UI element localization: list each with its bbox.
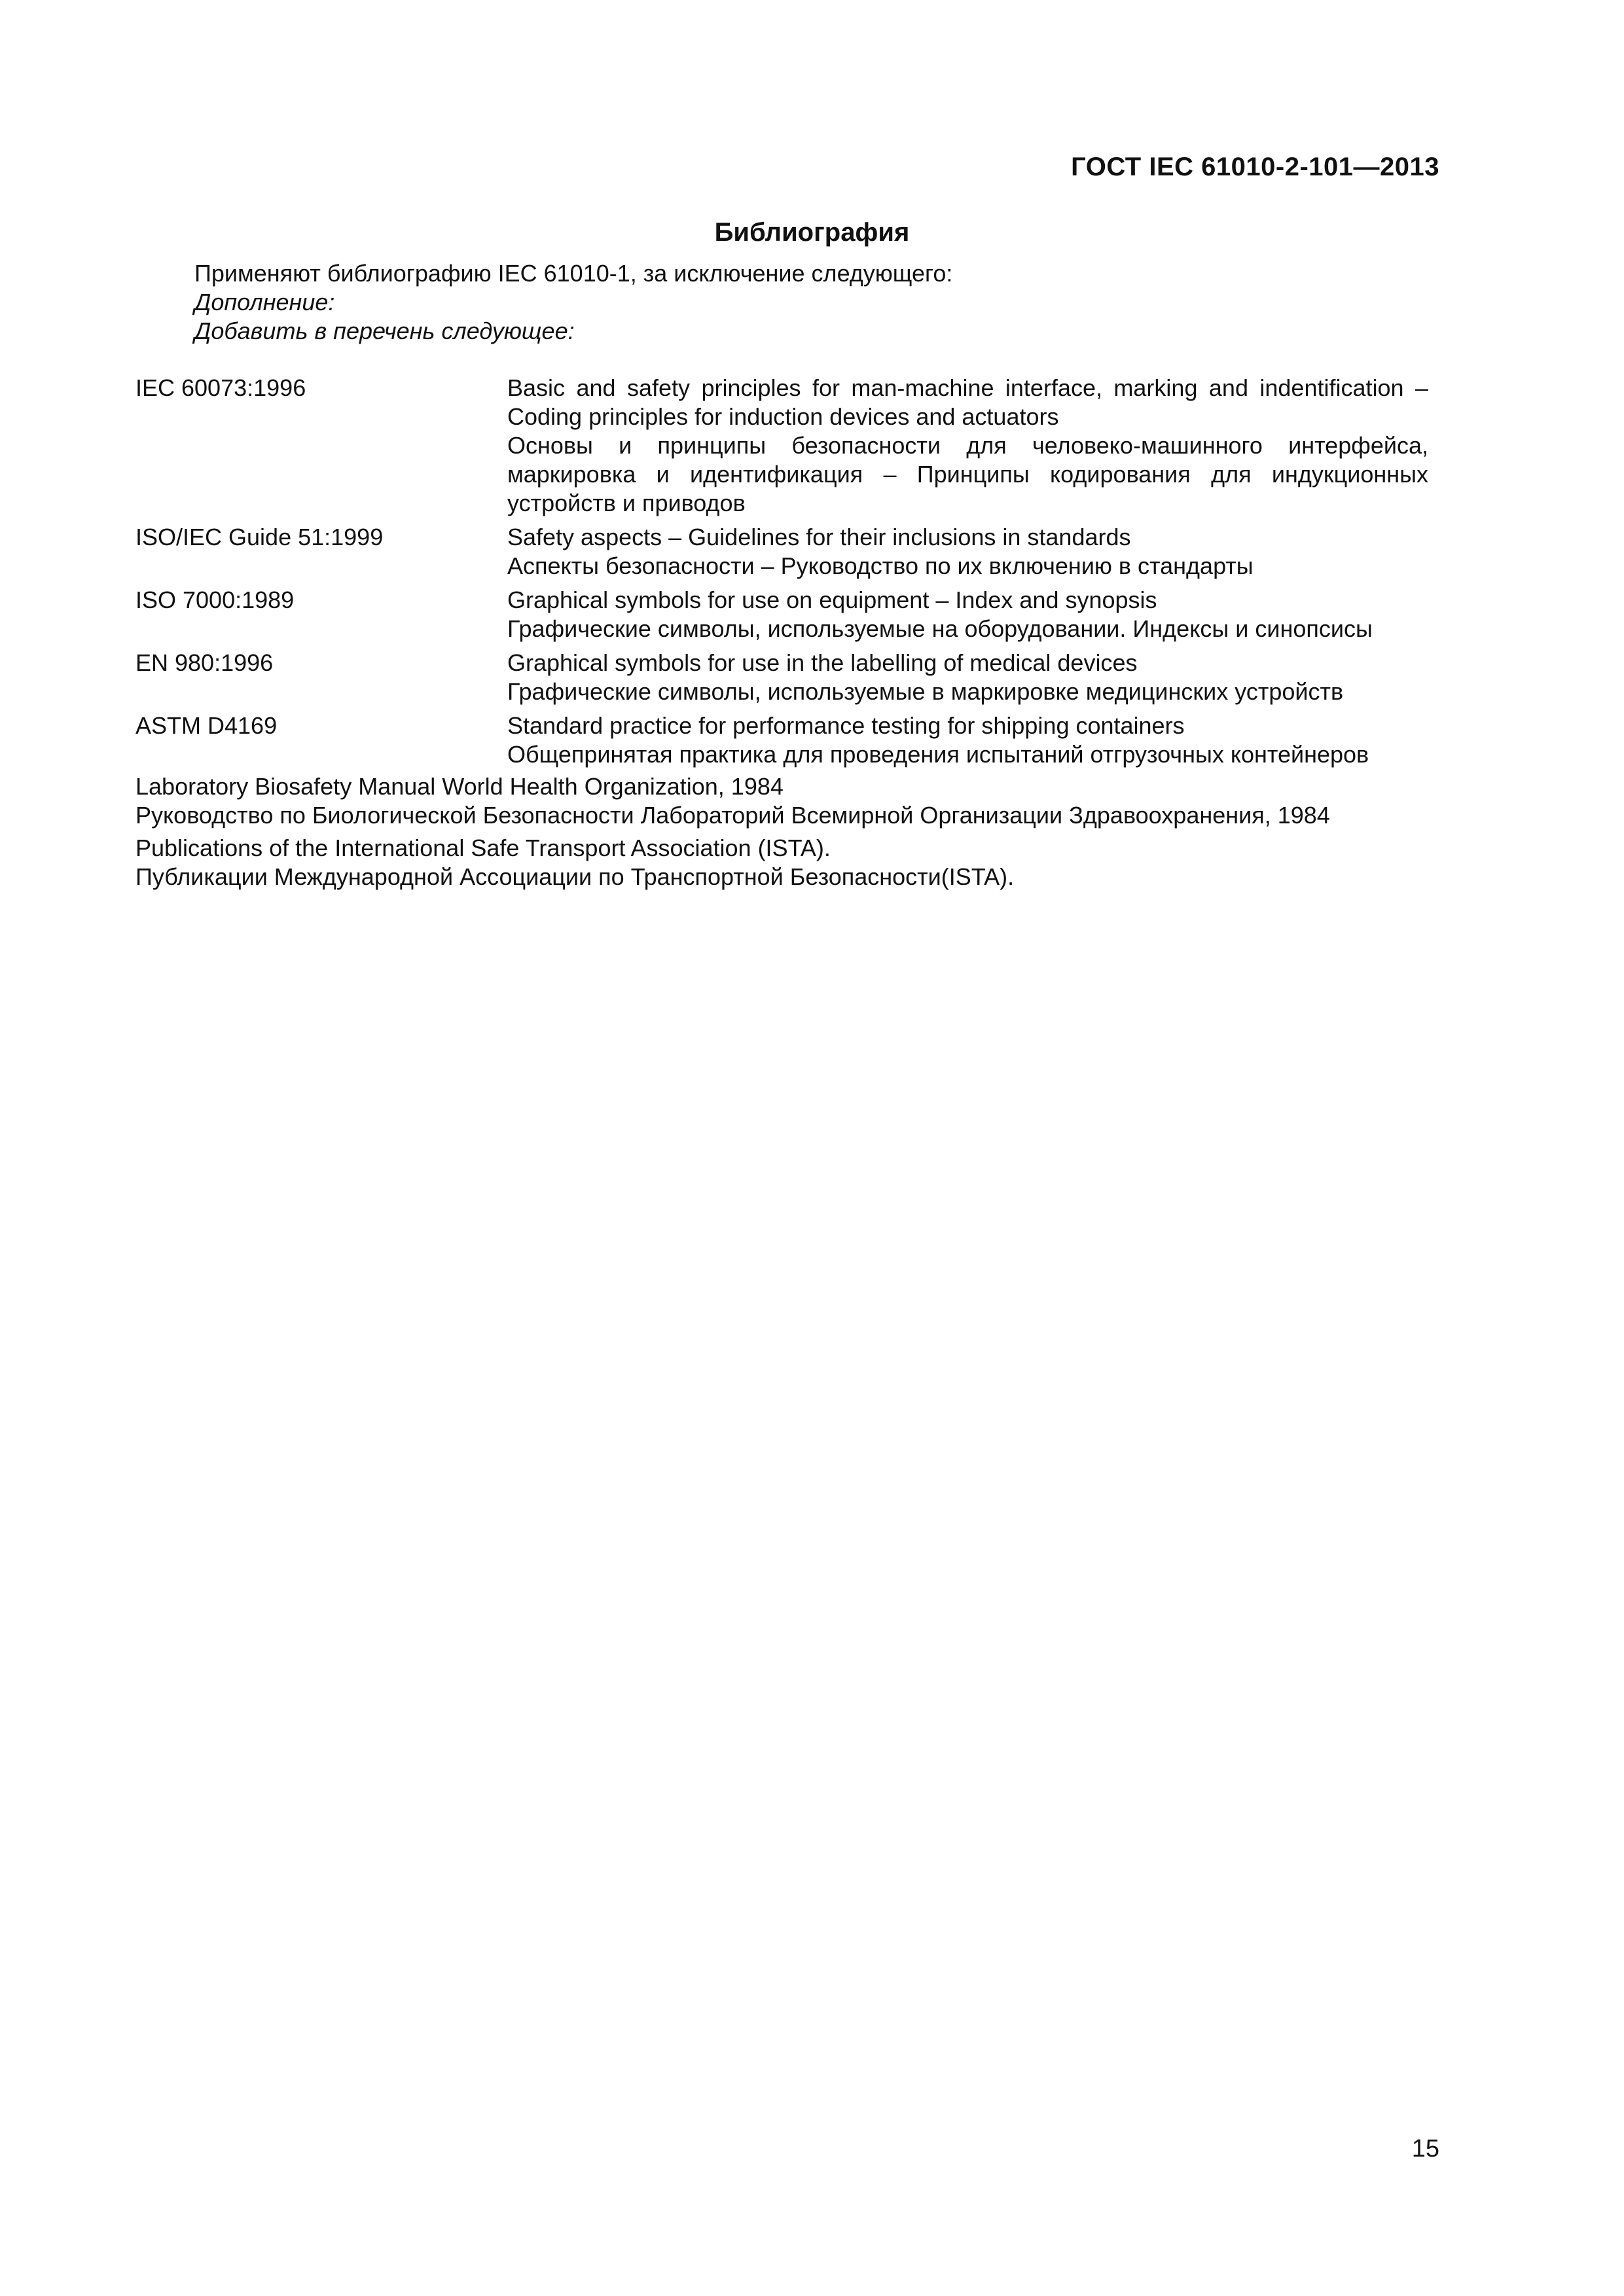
reference-row [135, 523, 1428, 581]
who-reference-en: Laboratory Biosafety Manual World Health Organization, 1984 [135, 773, 784, 800]
reference-title-en: Safety aspects – Guidelines for their inclusions in standards [507, 524, 1131, 550]
reference-title-ru: Общепринятая практика для проведения испытаний отгрузочных контейнеров [507, 741, 1369, 768]
reference-row [135, 586, 1428, 643]
intro-line: Применяют библиографию IEC 61010-1, за исключение следующего: [194, 260, 953, 287]
reference-title-en: Standard practice for performance testing for shipping containers [507, 712, 1185, 739]
reference-description [507, 523, 1428, 581]
reference-title-ru: Графические символы, используемые в маркировке медицинских устройств [507, 678, 1344, 705]
page-title: Библиография [714, 218, 910, 247]
reference-title-en: Graphical symbols for use in the labelling of medical devices [507, 649, 1138, 676]
reference-title-en: Basic and safety principles for man-machine interface, marking and indentification – Coding principles for induction devices and actuators [507, 374, 1428, 430]
ista-reference-ru: Публикации Международной Ассоциации по Транспортной Безопасности(ISTA). [135, 863, 1015, 890]
reference-list [135, 374, 1428, 774]
reference-row [135, 711, 1428, 769]
ista-reference-en: Publications of the International Safe Transport Association (ISTA). [135, 834, 831, 861]
ista-reference [135, 834, 1445, 891]
reference-description [507, 649, 1428, 706]
reference-code: IEC 60073:1996 [135, 374, 306, 401]
reference-row [135, 649, 1428, 706]
reference-title-ru: Графические символы, используемые на оборудовании. Индексы и синопсисы [507, 615, 1373, 642]
reference-row [135, 374, 1428, 518]
reference-title-ru: Аспекты безопасности – Руководство по их включению в стандарты [507, 552, 1254, 579]
who-reference [135, 772, 1445, 830]
intro-block [194, 259, 952, 346]
intro-add-instruction: Добавить в перечень следующее: [194, 317, 575, 344]
intro-addition-label: Дополнение: [194, 289, 335, 315]
reference-code: ISO/IEC Guide 51:1999 [135, 524, 384, 550]
document-id-header: ГОСТ IEC 61010-2-101—2013 [1071, 152, 1439, 181]
reference-code: EN 980:1996 [135, 649, 274, 676]
reference-description [507, 374, 1428, 518]
reference-title-ru: Основы и принципы безопасности для человеко-машинного интерфейса, маркировка и идентификация – Принципы кодирования для индукционных устройств и приводов [507, 432, 1428, 516]
reference-description [507, 711, 1428, 769]
page-number: 15 [1411, 2135, 1439, 2162]
who-reference-ru: Руководство по Биологической Безопасности Лабораторий Всемирной Организации Здравоохранения, 1984 [135, 802, 1330, 829]
reference-code: ASTM D4169 [135, 712, 278, 739]
reference-description [507, 586, 1428, 643]
additional-references [135, 772, 1445, 895]
reference-code: ISO 7000:1989 [135, 586, 295, 613]
reference-title-en: Graphical symbols for use on equipment – Index and synopsis [507, 586, 1157, 613]
